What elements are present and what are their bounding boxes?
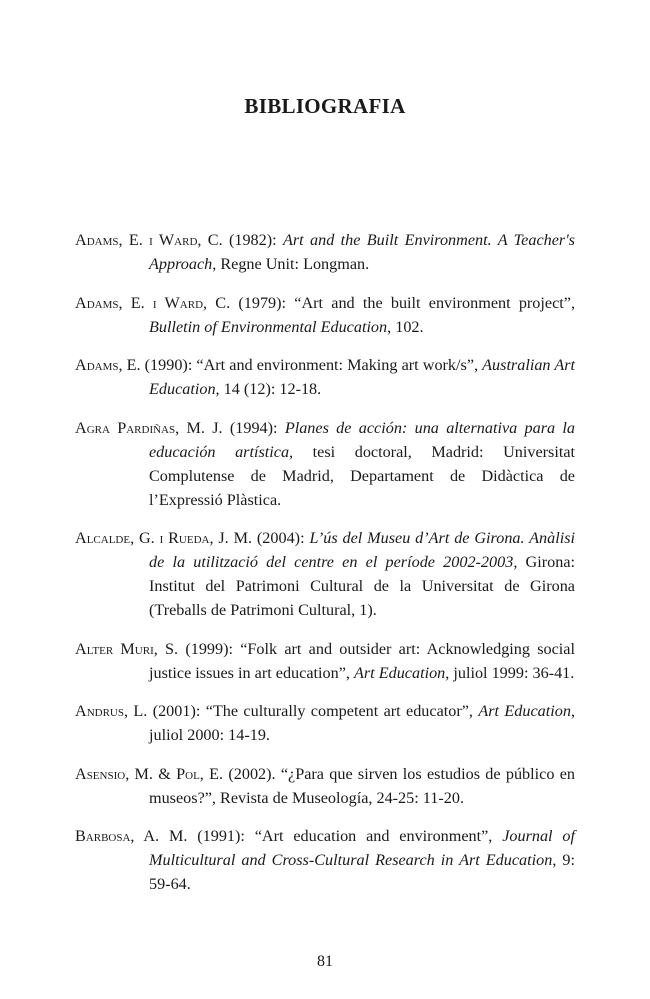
reference-title: (1990): “Art and environment: Making art work/s”, bbox=[140, 356, 483, 374]
reference-list bbox=[75, 228, 575, 911]
reference-entry bbox=[75, 291, 575, 339]
reference-title: Planes de acción: una alternativa para la educación artística, bbox=[149, 418, 575, 461]
reference-publication: , Regne Unit: Longman. bbox=[212, 255, 370, 273]
reference-journal: Art Education bbox=[478, 702, 571, 720]
reference-text: (2002). “¿Para que sirven los estudios de público en museos?”, Revista de Museología, 24-25: 11-20. bbox=[149, 764, 575, 807]
reference-entry bbox=[75, 762, 575, 810]
reference-author: Asensio, M. & Pol, E. bbox=[75, 764, 224, 783]
reference-title: Art and the Built Environment. A Teacher's Approach bbox=[149, 231, 575, 273]
reference-entry bbox=[75, 353, 575, 401]
reference-entry bbox=[75, 824, 575, 896]
reference-publication: , 9: 59-64. bbox=[149, 851, 575, 893]
reference-entry bbox=[75, 228, 575, 276]
reference-publication: 14 (12): 12-18. bbox=[219, 380, 322, 398]
reference-publication: , 102. bbox=[387, 317, 424, 336]
reference-year: (1994): bbox=[222, 418, 285, 437]
reference-author: Alcalde, G. i Rueda, J. M. bbox=[75, 529, 253, 547]
reference-author: Andrus, L. bbox=[75, 702, 148, 720]
page-number: 81 bbox=[317, 953, 333, 970]
reference-publication: , Girona: Institut del Patrimoni Cultural de la Universitat de Girona (Treballs de Patrimoni Cultural, 1). bbox=[149, 553, 575, 619]
reference-entry bbox=[75, 526, 575, 622]
reference-year: (2004): bbox=[252, 529, 310, 547]
reference-author: Agra Pardiñas, M. J. bbox=[75, 418, 223, 437]
reference-title: (1999): “Folk art and outsider art: Acknowledging social justice issues in art education”, bbox=[149, 639, 575, 682]
reference-title: (1979): “Art and the built environment project”, bbox=[230, 293, 576, 312]
reference-author: Adams, E. i Ward, C. bbox=[75, 293, 231, 312]
reference-author: Barbosa, A. M. bbox=[75, 827, 188, 845]
reference-publication: , juliol 1999: 36-41. bbox=[445, 663, 575, 682]
reference-publication: , juliol 2000: 14-19. bbox=[149, 702, 575, 744]
reference-author: Adams, E. i Ward, C. bbox=[75, 231, 223, 249]
reference-publication: tesi doctoral, Madrid: Universitat Complutense de Madrid, Departament de Didàctica de l’Expressió Plàstica. bbox=[149, 442, 576, 509]
reference-entry bbox=[75, 637, 575, 685]
page-title: BIBLIOGRAFIA bbox=[244, 94, 406, 118]
reference-title: (2001): “The culturally competent art educator”, bbox=[147, 702, 479, 720]
reference-journal: Journal of Multicultural and Cross-Cultural Research in Art Education bbox=[149, 827, 575, 869]
reference-title: (1991): “Art education and environment”, bbox=[187, 827, 503, 845]
reference-entry bbox=[75, 699, 575, 747]
reference-journal: Australian Art Education, bbox=[149, 356, 575, 398]
reference-journal: Bulletin of Environmental Education bbox=[149, 317, 388, 336]
reference-author: Alter Muri, S. bbox=[75, 639, 179, 658]
reference-journal: Art Education bbox=[353, 663, 446, 682]
reference-title: L’ús del Museu d’Art de Girona. Anàlisi de la utilització del centre en el període 2002-2003 bbox=[149, 529, 575, 571]
reference-year: (1982): bbox=[222, 231, 283, 249]
reference-author: Adams, E. bbox=[75, 356, 141, 374]
reference-entry bbox=[75, 416, 575, 512]
